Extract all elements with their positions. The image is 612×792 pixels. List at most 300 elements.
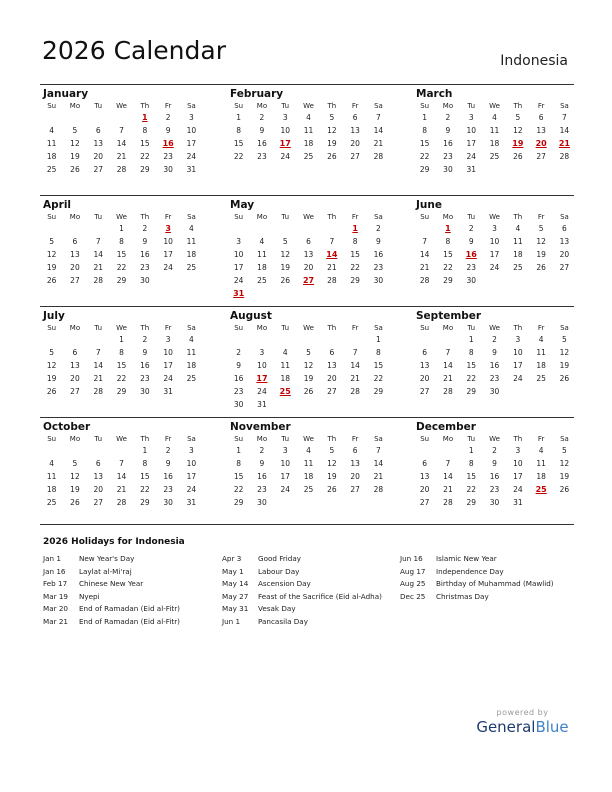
holiday-day-cell: 3 [165, 224, 171, 233]
day-cell: 6 [538, 113, 544, 122]
month-grid [227, 211, 389, 300]
day-cell: 21 [443, 374, 453, 383]
weekday-header: Th [513, 213, 523, 221]
day-cell: 26 [559, 485, 570, 494]
holiday-day-cell: 31 [233, 289, 245, 298]
empty-cell [320, 333, 343, 346]
day-cell: 5 [306, 348, 311, 357]
day-cell: 3 [492, 224, 497, 233]
brand-name-part2: Blue [535, 718, 569, 736]
day-cell: 30 [489, 498, 500, 507]
day-cell: 9 [142, 348, 148, 357]
holiday-day-cell: 1 [142, 113, 148, 122]
day-cell: 9 [492, 348, 497, 357]
day-cell: 19 [327, 139, 337, 148]
day-cell: 27 [93, 165, 104, 174]
day-cell: 21 [373, 472, 384, 481]
day-cell: 3 [189, 446, 194, 455]
day-cell: 13 [93, 472, 104, 481]
weekday-header: Fr [537, 435, 545, 443]
day-cell: 8 [468, 459, 474, 468]
day-cell: 5 [329, 113, 335, 122]
holiday-column [43, 553, 180, 628]
day-cell: 23 [373, 263, 384, 272]
day-cell: 25 [536, 374, 546, 383]
weekday-header: Tu [467, 435, 476, 443]
holiday-day-cell: 20 [535, 139, 547, 148]
holiday-item [400, 566, 554, 579]
weekday-header: Th [140, 102, 150, 110]
day-cell: 26 [536, 263, 546, 272]
day-cell: 8 [236, 459, 242, 468]
month-february [227, 85, 389, 163]
day-cell: 13 [93, 139, 104, 148]
day-cell: 6 [352, 113, 358, 122]
weekday-header: Fr [164, 213, 172, 221]
month-name: August [230, 310, 272, 322]
day-cell: 14 [443, 472, 453, 481]
weekday-header: Mo [442, 435, 454, 443]
day-cell: 24 [513, 374, 523, 383]
day-cell: 16 [140, 250, 150, 259]
day-cell: 21 [443, 485, 453, 494]
day-cell: 23 [257, 485, 267, 494]
day-cell: 4 [49, 459, 55, 468]
weekday-header: Su [47, 102, 57, 110]
holiday-name: End of Ramadan (Eid al-Fitr) [79, 616, 180, 626]
day-cell: 19 [536, 250, 546, 259]
page-title: 2026 Calendar [42, 36, 226, 65]
day-cell: 2 [142, 224, 148, 233]
day-cell: 7 [376, 113, 381, 122]
weekday-header: Sa [560, 102, 569, 110]
weekday-header: We [116, 324, 127, 332]
day-cell: 30 [489, 387, 500, 396]
holiday-date: May 14 [222, 579, 249, 588]
empty-cell [413, 333, 436, 346]
holiday-date: May 27 [222, 591, 249, 601]
holiday-name: Christmas Day [436, 591, 489, 601]
holiday-item [43, 553, 180, 566]
month-december [413, 418, 575, 509]
day-cell: 8 [119, 348, 124, 357]
weekday-header: Su [234, 213, 244, 221]
day-cell: 29 [116, 387, 127, 396]
weekday-header: Th [140, 435, 150, 443]
month-grid [413, 433, 575, 509]
country-name: Indonesia [500, 53, 568, 69]
day-cell: 14 [93, 250, 104, 259]
weekday-header: We [116, 435, 127, 443]
day-cell: 3 [165, 335, 171, 344]
day-cell: 24 [163, 374, 173, 383]
empty-cell [87, 333, 110, 346]
day-cell: 17 [186, 472, 197, 481]
month-september [413, 307, 575, 398]
holiday-name: Laylat al-Mi'raj [79, 566, 132, 576]
empty-cell [320, 222, 343, 235]
weekday-header: We [489, 213, 500, 221]
weekday-header: Fr [351, 102, 359, 110]
day-cell: 11 [186, 237, 197, 246]
day-cell: 26 [70, 498, 80, 507]
weekday-header: Su [234, 102, 244, 110]
day-cell: 8 [142, 126, 148, 135]
day-cell: 2 [468, 224, 474, 233]
day-cell: 18 [46, 152, 57, 161]
day-cell: 6 [72, 237, 78, 246]
empty-cell [87, 222, 110, 235]
day-cell: 7 [95, 237, 101, 246]
day-cell: 27 [70, 387, 80, 396]
weekday-header: Su [234, 324, 244, 332]
day-cell: 6 [306, 237, 311, 246]
weekday-header: Sa [374, 435, 383, 443]
day-cell: 16 [443, 139, 453, 148]
day-cell: 23 [257, 152, 267, 161]
day-cell: 22 [443, 263, 453, 272]
empty-cell [413, 444, 436, 457]
day-cell: 29 [140, 165, 150, 174]
day-cell: 17 [489, 250, 500, 259]
month-name: May [230, 199, 255, 211]
day-cell: 30 [373, 276, 384, 285]
day-cell: 9 [492, 459, 497, 468]
holiday-item [43, 591, 180, 604]
day-cell: 1 [236, 446, 242, 455]
holiday-date: May 31 [222, 604, 249, 613]
day-cell: 19 [559, 361, 570, 370]
holiday-date: Apr 3 [222, 554, 242, 563]
day-cell: 23 [140, 263, 150, 272]
month-august [227, 307, 389, 411]
day-cell: 24 [233, 276, 244, 285]
holiday-column [400, 553, 554, 603]
day-cell: 9 [259, 126, 265, 135]
day-cell: 10 [186, 459, 197, 468]
day-cell: 6 [562, 224, 567, 233]
month-row [40, 306, 574, 417]
day-cell: 13 [536, 126, 546, 135]
day-cell: 14 [373, 126, 384, 135]
day-cell: 26 [559, 374, 570, 383]
day-cell: 21 [350, 374, 360, 383]
holiday-name: Islamic New Year [436, 554, 497, 563]
day-cell: 13 [303, 250, 314, 259]
weekday-header: Fr [537, 213, 545, 221]
day-cell: 8 [445, 237, 451, 246]
day-cell: 30 [140, 276, 150, 285]
weekday-header: Th [327, 324, 337, 332]
day-cell: 4 [259, 237, 265, 246]
brand-name-part1: General [476, 718, 536, 736]
month-grid [227, 322, 389, 411]
weekday-header: We [489, 324, 500, 332]
day-cell: 12 [559, 459, 570, 468]
day-cell: 29 [116, 276, 127, 285]
holiday-day-cell: 16 [162, 139, 174, 148]
day-cell: 2 [445, 113, 451, 122]
day-cell: 22 [373, 374, 384, 383]
day-cell: 22 [466, 485, 477, 494]
day-cell: 11 [280, 361, 291, 370]
day-cell: 13 [350, 459, 360, 468]
weekday-header: We [116, 102, 127, 110]
day-cell: 16 [163, 472, 173, 481]
day-cell: 24 [466, 152, 477, 161]
day-cell: 11 [536, 459, 546, 468]
day-cell: 25 [186, 374, 197, 383]
holiday-name: End of Ramadan (Eid al-Fitr) [79, 604, 180, 613]
day-cell: 25 [186, 263, 197, 272]
day-cell: 20 [419, 485, 430, 494]
day-cell: 10 [513, 459, 523, 468]
day-cell: 6 [95, 126, 101, 135]
day-cell: 31 [186, 498, 197, 507]
month-name: March [416, 88, 453, 100]
day-cell: 8 [468, 348, 474, 357]
weekday-header: Th [140, 213, 150, 221]
day-cell: 14 [443, 361, 453, 370]
day-cell: 11 [46, 139, 57, 148]
day-cell: 29 [419, 165, 430, 174]
day-cell: 28 [93, 387, 104, 396]
day-cell: 31 [257, 400, 267, 409]
holiday-item [43, 616, 180, 629]
holiday-date: Aug 17 [400, 566, 426, 576]
day-cell: 14 [419, 250, 430, 259]
day-cell: 26 [46, 276, 57, 285]
holiday-name: Vesak Day [258, 604, 296, 613]
day-cell: 22 [140, 485, 150, 494]
day-cell: 3 [282, 446, 288, 455]
weekday-header: Mo [69, 213, 81, 221]
day-cell: 12 [303, 361, 314, 370]
day-cell: 8 [119, 237, 124, 246]
day-cell: 10 [489, 237, 500, 246]
day-cell: 26 [46, 387, 57, 396]
weekday-header: Th [513, 324, 523, 332]
month-name: July [43, 310, 65, 322]
day-cell: 3 [236, 237, 242, 246]
holiday-date: Mar 19 [43, 591, 68, 601]
weekday-header: Th [327, 435, 337, 443]
holiday-day-cell: 1 [445, 224, 451, 233]
day-cell: 27 [536, 152, 546, 161]
day-cell: 8 [236, 126, 242, 135]
holiday-day-cell: 27 [302, 276, 315, 285]
day-cell: 4 [306, 113, 311, 122]
day-cell: 3 [259, 348, 265, 357]
weekday-header: Sa [187, 102, 196, 110]
day-cell: 27 [350, 485, 360, 494]
day-cell: 7 [119, 126, 124, 135]
weekday-header: Tu [281, 102, 290, 110]
day-cell: 5 [72, 126, 78, 135]
day-cell: 30 [163, 498, 173, 507]
holiday-date: May 1 [222, 566, 244, 576]
day-cell: 19 [559, 472, 570, 481]
day-cell: 3 [282, 113, 288, 122]
day-cell: 18 [280, 374, 291, 383]
weekday-header: Su [420, 213, 430, 221]
holiday-name: Chinese New Year [79, 579, 144, 588]
day-cell: 15 [233, 139, 244, 148]
day-cell: 17 [163, 361, 173, 370]
weekday-header: Mo [442, 324, 454, 332]
day-cell: 28 [350, 387, 360, 396]
day-cell: 15 [466, 472, 477, 481]
weekday-header: We [489, 102, 500, 110]
day-cell: 29 [373, 387, 384, 396]
day-cell: 9 [445, 126, 451, 135]
day-cell: 2 [165, 113, 171, 122]
day-cell: 13 [327, 361, 337, 370]
empty-cell [227, 222, 250, 235]
divider [40, 524, 574, 525]
day-cell: 25 [46, 498, 57, 507]
day-cell: 16 [257, 472, 267, 481]
day-cell: 29 [466, 498, 477, 507]
weekday-header: Tu [94, 102, 103, 110]
day-cell: 9 [259, 459, 265, 468]
holiday-name: New Year's Day [79, 554, 135, 563]
day-cell: 22 [466, 374, 477, 383]
day-cell: 15 [140, 472, 150, 481]
day-cell: 7 [329, 237, 335, 246]
weekday-header: Sa [374, 324, 383, 332]
weekday-header: Sa [187, 435, 196, 443]
month-may [227, 196, 389, 300]
day-cell: 17 [513, 361, 523, 370]
day-cell: 23 [443, 152, 453, 161]
weekday-header: We [303, 102, 314, 110]
weekday-header: Tu [281, 324, 290, 332]
day-cell: 20 [350, 472, 360, 481]
day-cell: 30 [163, 165, 173, 174]
day-cell: 14 [559, 126, 570, 135]
month-july [40, 307, 202, 398]
day-cell: 25 [513, 263, 523, 272]
day-cell: 2 [236, 348, 242, 357]
day-cell: 3 [468, 113, 474, 122]
month-november [227, 418, 389, 509]
day-cell: 1 [376, 335, 381, 344]
month-grid [413, 100, 575, 176]
day-cell: 13 [70, 250, 80, 259]
day-cell: 20 [93, 485, 104, 494]
weekday-header: Fr [164, 102, 172, 110]
month-name: October [43, 421, 91, 433]
weekday-header: Tu [467, 213, 476, 221]
day-cell: 1 [142, 446, 148, 455]
day-cell: 12 [70, 472, 80, 481]
day-cell: 29 [443, 276, 453, 285]
holiday-date: Mar 21 [43, 616, 68, 626]
day-cell: 18 [536, 361, 546, 370]
day-cell: 5 [329, 446, 335, 455]
empty-cell [110, 444, 133, 457]
month-grid [413, 322, 575, 398]
day-cell: 21 [93, 263, 104, 272]
month-row [40, 417, 574, 528]
day-cell: 23 [489, 374, 500, 383]
holiday-name: Feast of the Sacrifice (Eid al-Adha) [258, 591, 382, 601]
day-cell: 16 [257, 139, 267, 148]
powered-by-text: powered by [496, 708, 549, 717]
weekday-header: Fr [351, 213, 359, 221]
day-cell: 27 [70, 276, 80, 285]
day-cell: 20 [70, 374, 80, 383]
day-cell: 20 [419, 374, 430, 383]
day-cell: 16 [489, 472, 500, 481]
day-cell: 6 [422, 348, 428, 357]
holiday-item [222, 553, 382, 566]
month-january [40, 85, 202, 176]
day-cell: 12 [46, 250, 57, 259]
day-cell: 13 [419, 472, 430, 481]
day-cell: 29 [140, 498, 150, 507]
weekday-header: Fr [537, 324, 545, 332]
day-cell: 15 [350, 250, 360, 259]
day-cell: 29 [350, 276, 360, 285]
day-cell: 9 [165, 126, 171, 135]
day-cell: 20 [327, 374, 337, 383]
weekday-header: Fr [351, 324, 359, 332]
holiday-item [43, 603, 180, 616]
day-cell: 28 [419, 276, 430, 285]
day-cell: 11 [186, 348, 197, 357]
day-cell: 22 [419, 152, 430, 161]
day-cell: 21 [116, 485, 127, 494]
month-row [40, 84, 574, 195]
day-cell: 11 [303, 126, 314, 135]
day-cell: 23 [233, 387, 244, 396]
day-cell: 28 [373, 152, 384, 161]
month-name: June [416, 199, 442, 211]
day-cell: 7 [422, 237, 428, 246]
day-cell: 24 [513, 485, 523, 494]
day-cell: 18 [536, 472, 546, 481]
weekday-header: Su [420, 102, 430, 110]
day-cell: 4 [306, 446, 311, 455]
year-calendar [40, 84, 574, 528]
weekday-header: Tu [94, 324, 103, 332]
day-cell: 11 [46, 472, 57, 481]
holiday-item [400, 591, 554, 604]
brand-logo[interactable] [475, 708, 570, 736]
empty-cell [110, 111, 133, 124]
day-cell: 24 [186, 152, 197, 161]
day-cell: 24 [257, 387, 267, 396]
day-cell: 20 [350, 139, 360, 148]
weekday-header: Sa [560, 213, 569, 221]
weekday-header: Th [327, 213, 337, 221]
day-cell: 25 [257, 276, 267, 285]
day-cell: 17 [163, 250, 173, 259]
day-cell: 30 [140, 387, 150, 396]
day-cell: 5 [562, 335, 567, 344]
weekday-header: Tu [467, 102, 476, 110]
weekday-header: Mo [256, 213, 268, 221]
day-cell: 27 [559, 263, 570, 272]
holiday-day-cell: 25 [279, 387, 291, 396]
holiday-date: Mar 20 [43, 604, 68, 613]
holiday-day-cell: 14 [326, 250, 338, 259]
day-cell: 12 [513, 126, 523, 135]
day-cell: 15 [140, 139, 150, 148]
weekday-header: Su [420, 435, 430, 443]
